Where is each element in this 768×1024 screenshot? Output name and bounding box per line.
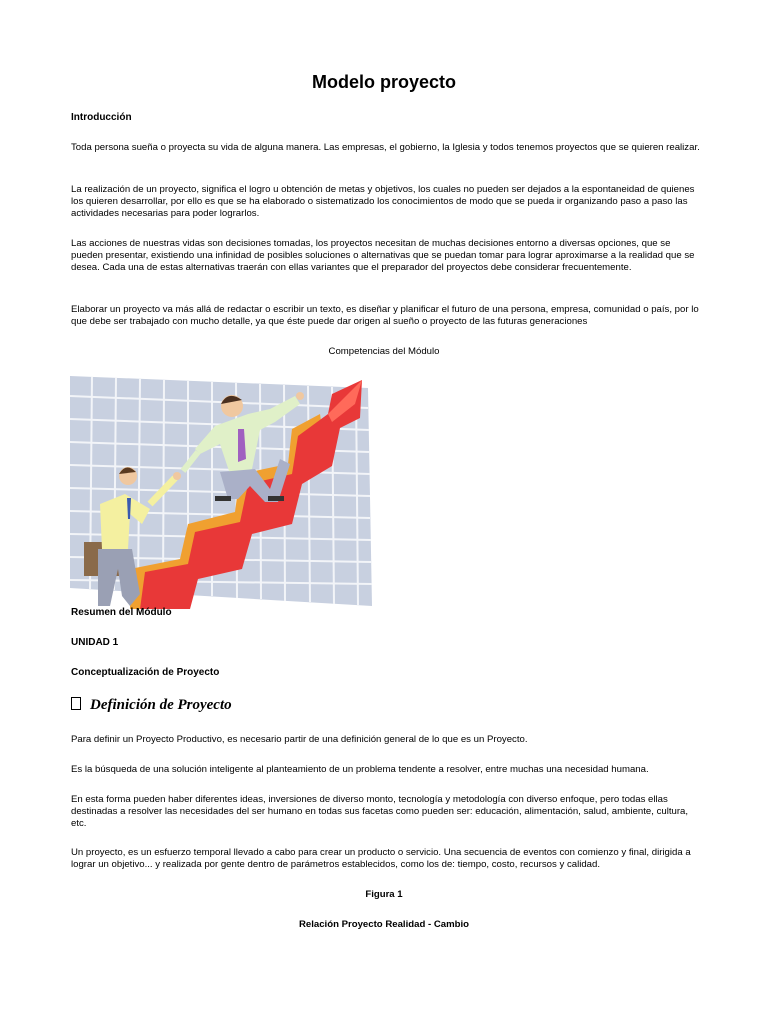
figure-label: Figura 1 — [365, 889, 403, 900]
def-paragraph-4: Un proyecto, es un esfuerzo temporal llevado a cabo para crear un producto o servicio. Una secuencia de eventos con comienzo y final, dirigida a lograr un objetivo... y realizada por gente dentro de parámetros establecidos, como los de: tiempo, costo, recursos y calidad. — [71, 847, 691, 870]
paragraph-3: Las acciones de nuestras vidas son decisiones tomadas, los proyectos necesitan de muchas decisiones entorno a diversas opciones, que se pueden presentar, existiendo una infinidad de posibles soluciones o alternativas que se puedan tomar para lograr aproximarse a la realidad que se desea. Cada una de estas alternativas traerán con ellas variantes que el preparador del proyectos debe considerar frecuentemente. — [71, 238, 695, 273]
competencias-label: Competencias del Módulo — [328, 346, 440, 357]
def-paragraph-1: Para definir un Proyecto Productivo, es necesario partir de una definición general de lo que es un Proyecto. — [71, 734, 528, 745]
definicion-heading — [71, 697, 232, 714]
paragraph-4: Elaborar un proyecto va más allá de redactar o escribir un texto, es diseñar y planificar el futuro de una persona, empresa, comunidad o país, por lo que debe ser trabajado con mucho detalle, ya que éste puede dar origen al sueño o proyecto de las futuras generaciones — [71, 304, 699, 327]
unidad-heading: UNIDAD 1 — [71, 637, 119, 648]
paragraph-2: La realización de un proyecto, significa el logro u obtención de metas y objetivos, los cuales no pueden ser dejados a la espontaneidad de quienes los quieren desarrollar, por ello es que se ha elaborado o sistematizado los conocimientos de modo que se pueda ir organizando paso a paso las actividades necesarias para poder lograrlos. — [71, 184, 695, 219]
figure-caption: Relación Proyecto Realidad - Cambio — [298, 919, 470, 930]
def-paragraph-3: En esta forma pueden haber diferentes ideas, inversiones de diverso monto, tecnología y metodología con diverso enfoque, pero todas ellas destinadas a resolver las necesidades del ser humano en todas sus facetas como pueden ser: educación, alimentación, salud, ambiente, cultura, etc. — [71, 794, 689, 829]
conceptualizacion-heading: Conceptualización de Proyecto — [71, 667, 220, 678]
resumen-heading: Resumen del Módulo — [71, 607, 172, 618]
paragraph-1: Toda persona sueña o proyecta su vida de alguna manera. Las empresas, el gobierno, la Iglesia y todos tenemos proyectos que se quieren realizar. — [71, 142, 700, 153]
intro-heading: Introducción — [71, 112, 132, 123]
page-title: Modelo proyecto — [311, 72, 456, 92]
climbing-illustration — [70, 374, 372, 609]
checkbox-glyph-icon — [71, 697, 81, 710]
definicion-heading-text: Definición de Proyecto — [90, 697, 232, 713]
def-paragraph-2: Es la búsqueda de una solución inteligente al planteamiento de un problema tendente a resolver, entre muchas una necesidad humana. — [71, 764, 649, 775]
